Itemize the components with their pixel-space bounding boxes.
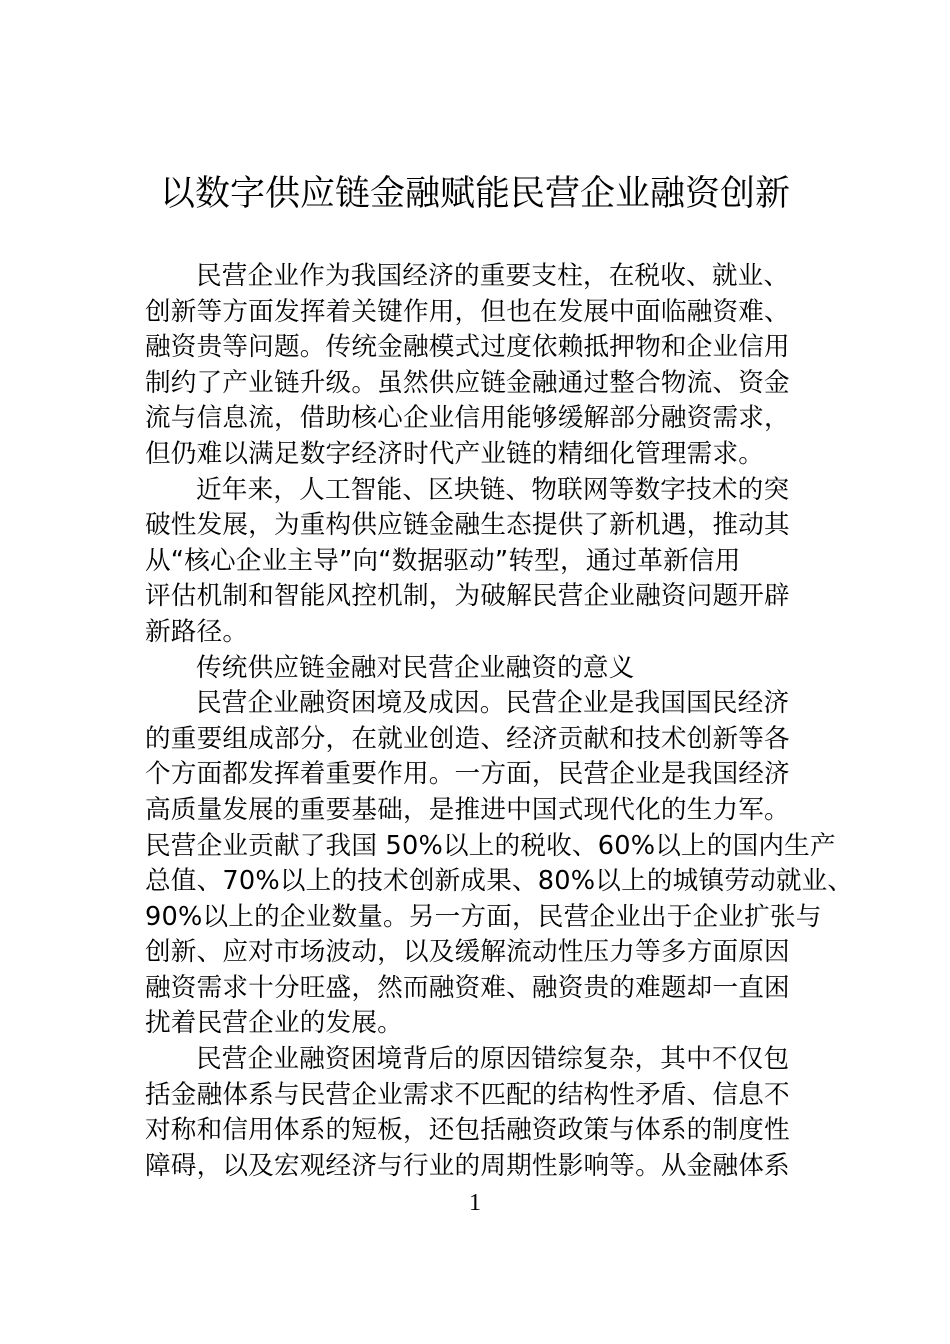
text-line: 破性发展，为重构供应链金融生态提供了新机遇，推动其 [145, 510, 790, 541]
text-line: 创新等方面发挥着关键作用，但也在发展中面临融资难、 [145, 296, 790, 327]
document-title: 以数字供应链金融赋能民营企业融资创新 [159, 174, 790, 214]
text-line: 90%以上的企业数量。另一方面，民营企业出于企业扩张与 [145, 901, 822, 932]
text-line: 但仍难以满足数字经济时代产业链的精细化管理需求。 [145, 438, 765, 469]
text-line: 对称和信用体系的短板，还包括融资政策与体系的制度性 [145, 1115, 790, 1146]
text-line: 从“核心企业主导”向“数据驱动”转型，通过革新信用 [145, 545, 741, 576]
text-line: 总值、70%以上的技术创新成果、80%以上的城镇劳动就业、 [145, 866, 854, 897]
text-line: 创新、应对市场波动，以及缓解流动性压力等多方面原因 [145, 937, 790, 968]
section-heading: 传统供应链金融对民营企业融资的意义 [196, 652, 635, 683]
text-line: 融资贵等问题。传统金融模式过度依赖抵押物和企业信用 [145, 332, 790, 363]
text-line: 扰着民营企业的发展。 [145, 1008, 403, 1039]
document-body [145, 259, 854, 1184]
text-line: 流与信息流，借助核心企业信用能够缓解部分融资需求， [145, 403, 790, 434]
text-line: 制约了产业链升级。虽然供应链金融通过整合物流、资金 [145, 367, 790, 398]
text-line: 近年来，人工智能、区块链、物联网等数字技术的突 [196, 474, 790, 505]
text-line: 民营企业融资困境背后的原因错综复杂，其中不仅包 [196, 1044, 790, 1075]
text-line: 民营企业融资困境及成因。民营企业是我国国民经济 [196, 688, 790, 719]
text-line: 障碍，以及宏观经济与行业的周期性影响等。从金融体系 [145, 1150, 790, 1181]
text-line: 新路径。 [145, 616, 249, 647]
text-line: 的重要组成部分，在就业创造、经济贡献和技术创新等各 [145, 723, 790, 754]
text-line: 个方面都发挥着重要作用。一方面，民营企业是我国经济 [145, 759, 790, 790]
text-line: 括金融体系与民营企业需求不匹配的结构性矛盾、信息不 [145, 1079, 790, 1110]
text-line: 高质量发展的重要基础，是推进中国式现代化的生力军。 [145, 794, 790, 825]
text-line: 融资需求十分旺盛，然而融资难、融资贵的难题却一直困 [145, 972, 790, 1003]
page-number: 1 [469, 1190, 481, 1216]
text-line: 评估机制和智能风控机制，为破解民营企业融资问题开辟 [145, 581, 790, 612]
text-line: 民营企业作为我国经济的重要支柱，在税收、就业、 [196, 261, 790, 291]
text-line: 民营企业贡献了我国 50%以上的税收、60%以上的国内生产 [145, 830, 836, 861]
